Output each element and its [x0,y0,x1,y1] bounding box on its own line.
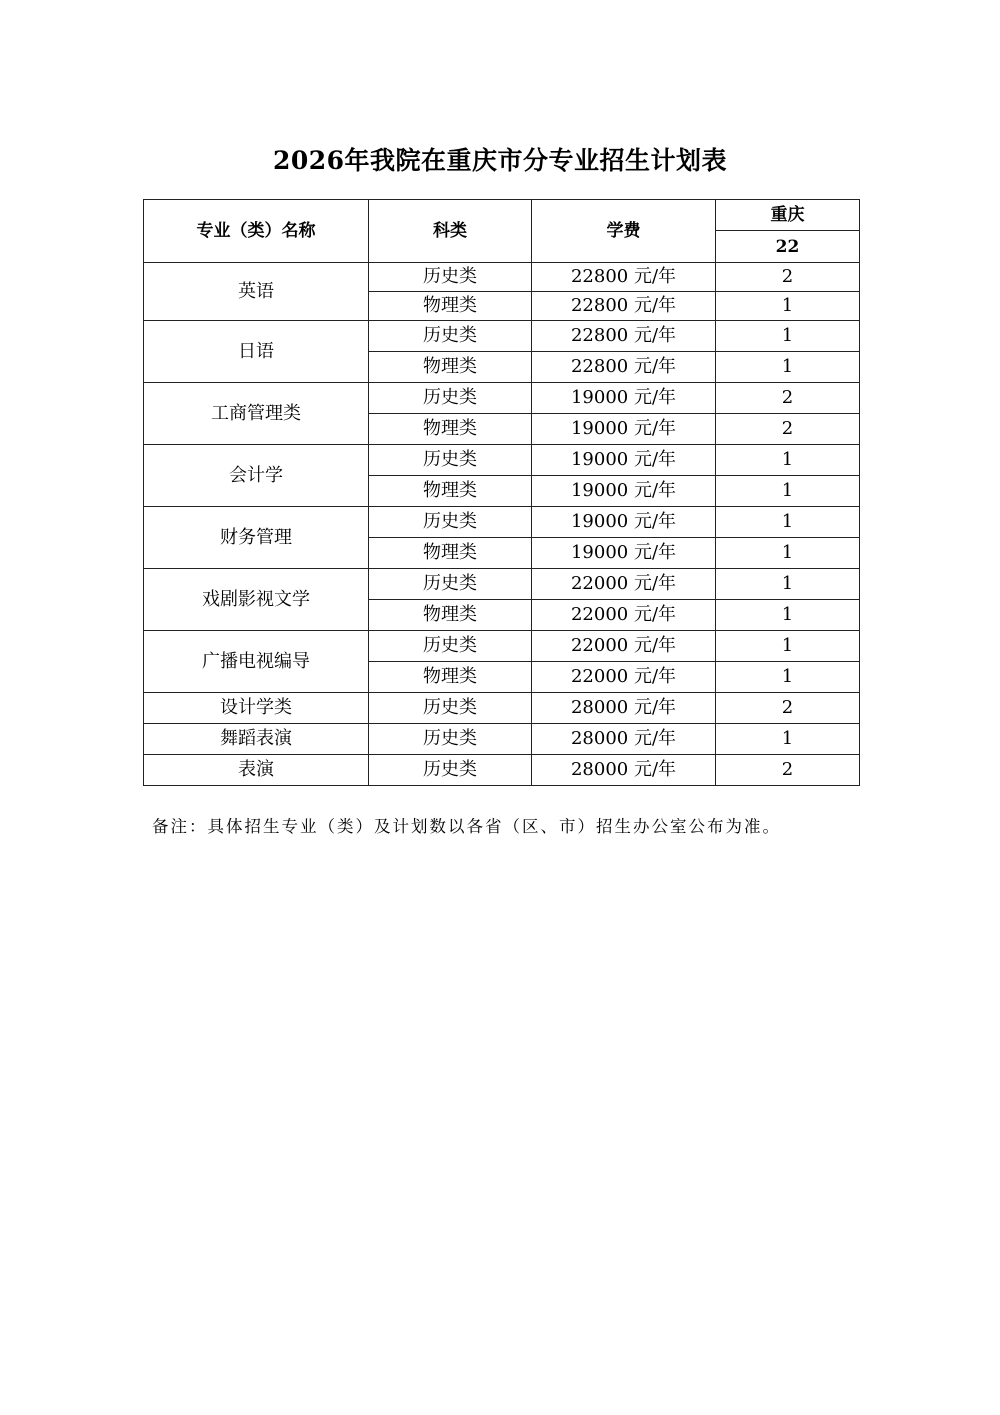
tuition-cell: 22000 元/年 [532,631,716,662]
plan-count-cell: 1 [716,538,860,569]
table-row [144,631,860,662]
table-row [144,383,860,414]
plan-count-cell: 2 [716,693,860,724]
major-name-cell: 戏剧影视文学 [144,569,369,631]
enrollment-plan-table [143,199,860,786]
plan-count-cell: 1 [716,662,860,693]
major-name-cell: 工商管理类 [144,383,369,445]
subject-cell: 物理类 [369,600,532,631]
page-title: 2026年我院在重庆市分专业招生计划表 [272,146,728,175]
tuition-cell: 19000 元/年 [532,383,716,414]
subject-cell: 历史类 [369,445,532,476]
plan-count-cell: 1 [716,507,860,538]
major-name-cell: 日语 [144,321,369,383]
plan-count-cell: 1 [716,292,860,321]
tuition-cell: 19000 元/年 [532,476,716,507]
header-region-total: 22 [716,231,860,263]
plan-count-cell: 1 [716,321,860,352]
subject-cell: 历史类 [369,755,532,786]
table-row [144,569,860,600]
tuition-cell: 22000 元/年 [532,662,716,693]
subject-cell: 历史类 [369,631,532,662]
tuition-cell: 22800 元/年 [532,321,716,352]
plan-count-cell: 1 [716,600,860,631]
major-name-cell: 广播电视编导 [144,631,369,693]
tuition-cell: 22800 元/年 [532,292,716,321]
plan-count-cell: 2 [716,263,860,292]
major-name-cell: 会计学 [144,445,369,507]
subject-cell: 物理类 [369,414,532,445]
footnote: 备注：具体招生专业（类）及计划数以各省（区、市）招生办公室公布为准。 [152,817,781,836]
tuition-cell: 19000 元/年 [532,445,716,476]
tuition-cell: 28000 元/年 [532,724,716,755]
major-name-cell: 财务管理 [144,507,369,569]
tuition-cell: 22000 元/年 [532,600,716,631]
subject-cell: 历史类 [369,263,532,292]
tuition-cell: 22800 元/年 [532,263,716,292]
plan-count-cell: 1 [716,352,860,383]
subject-cell: 物理类 [369,352,532,383]
tuition-cell: 28000 元/年 [532,755,716,786]
table-header [144,200,860,263]
header-tuition: 学费 [532,200,716,263]
major-name-cell: 英语 [144,263,369,321]
table-row [144,507,860,538]
tuition-cell: 19000 元/年 [532,414,716,445]
plan-count-cell: 1 [716,724,860,755]
major-name-cell: 设计学类 [144,693,369,724]
subject-cell: 历史类 [369,383,532,414]
header-region: 重庆 [716,200,860,231]
subject-cell: 历史类 [369,321,532,352]
plan-count-cell: 2 [716,414,860,445]
major-name-cell: 舞蹈表演 [144,724,369,755]
plan-count-cell: 2 [716,383,860,414]
plan-count-cell: 1 [716,445,860,476]
subject-cell: 历史类 [369,693,532,724]
subject-cell: 历史类 [369,724,532,755]
table-row [144,693,860,724]
major-name-cell: 表演 [144,755,369,786]
table-body [144,263,860,786]
tuition-cell: 22800 元/年 [532,352,716,383]
plan-count-cell: 1 [716,476,860,507]
subject-cell: 历史类 [369,569,532,600]
tuition-cell: 19000 元/年 [532,538,716,569]
table-row [144,321,860,352]
subject-cell: 物理类 [369,538,532,569]
plan-count-cell: 1 [716,631,860,662]
plan-count-cell: 2 [716,755,860,786]
table-row [144,263,860,292]
subject-cell: 物理类 [369,662,532,693]
plan-count-cell: 1 [716,569,860,600]
tuition-cell: 22000 元/年 [532,569,716,600]
table-row [144,724,860,755]
table-row [144,445,860,476]
header-major: 专业（类）名称 [144,200,369,263]
subject-cell: 物理类 [369,292,532,321]
table-row [144,755,860,786]
subject-cell: 物理类 [369,476,532,507]
tuition-cell: 28000 元/年 [532,693,716,724]
tuition-cell: 19000 元/年 [532,507,716,538]
header-subject: 科类 [369,200,532,263]
subject-cell: 历史类 [369,507,532,538]
